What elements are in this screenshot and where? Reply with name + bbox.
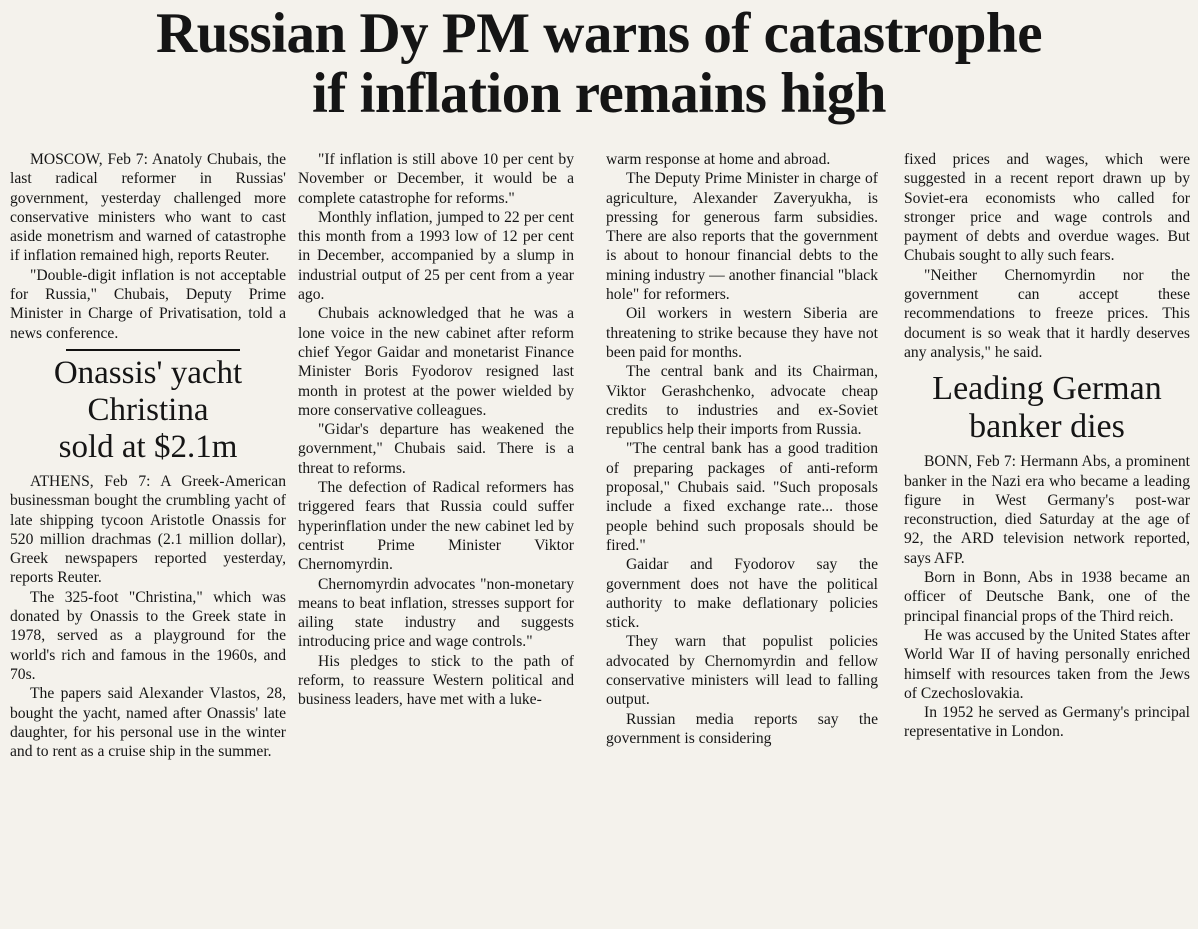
story2-headline-line1: Onassis' yacht (53, 354, 243, 391)
column-rule (66, 349, 240, 351)
story3-paragraph: BONN, Feb 7: Hermann Abs, a prominent banker in the Nazi era who became a leading figure in West Germany's post-war reconstruction, died Saturday at the age of 92, the ARD television network reported, says AFP. (904, 453, 1190, 567)
main-story-paragraph: Chubais acknowledged that he was a lone voice in the new cabinet after reform chief Yegor Gaidar and monetarist Finance Minister Boris Fyodorov resigned last month in protest at the power wielded by more conservative colleagues. (298, 305, 574, 419)
main-story-paragraph: "If inflation is still above 10 per cent by November or December, it would be a complete catastrophe for reforms." (298, 151, 574, 207)
story3-headline-line2: banker dies (969, 408, 1125, 446)
story2-paragraph: The 325-foot "Christina," which was donated by Onassis to the Greek state in 1978, served as a playground for the world's rich and famous in the 1960s, and 70s. (10, 588, 286, 683)
main-story-paragraph: The Deputy Prime Minister in charge of agriculture, Alexander Zaveryukha, is pressing for generous farm subsidies. There are also reports that the government is about to honour financial debts to the mining industry — another financial "black hole" for reformers. (606, 170, 878, 304)
story2-headline-line3: sold at $2.1m (58, 428, 238, 465)
story2-headline (10, 355, 286, 466)
main-story-paragraph: "Double-digit inflation is not acceptable for Russia," Chubais, Deputy Prime Minister in Charge of Privatisation, told a news conference. (10, 266, 286, 342)
main-story-paragraph: Gaidar and Fyodorov say the government does not have the political authority to make deflationary policies stick. (606, 556, 878, 632)
main-story-paragraph: The central bank and its Chairman, Viktor Gerashchenko, advocate cheap credits to industries and ex-Soviet republics help their imports from Russia. (606, 363, 878, 439)
main-headline (0, 4, 1198, 124)
main-story-paragraph: "The central bank has a good tradition of preparing packages of anti-reform proposal," Chubais said. "Such proposals include a fixed exchange rate... those people behind such proposals should be fired." (606, 440, 878, 554)
column-2 (298, 150, 574, 710)
story2-paragraph: The papers said Alexander Vlastos, 28, bought the yacht, named after Onassis' late daughter, for his personal use in the winter and to rent as a cruise ship in the summer. (10, 685, 286, 761)
column-1 (10, 150, 286, 761)
main-story-paragraph: "Neither Chernomyrdin nor the government can accept these recommendations to freeze prices. This document is so weak that it hardly deserves any analysis," he said. (904, 266, 1190, 361)
main-story-paragraph: Russian media reports say the government is considering (606, 710, 878, 747)
story3-headline-line1: Leading German (932, 370, 1162, 408)
story3-paragraph: In 1952 he served as Germany's principal representative in London. (904, 704, 1190, 741)
story3-paragraph: He was accused by the United States after World War II of having personally enriched himself with resources taken from the Jews of Czechoslovakia. (904, 626, 1190, 702)
column-3 (606, 150, 878, 748)
main-story-paragraph: warm response at home and abroad. (606, 151, 831, 168)
story3-headline (904, 370, 1190, 446)
main-story-paragraph: fixed prices and wages, which were suggested in a recent report drawn up by Soviet-era economists who called for stronger price and wage controls and payment of debts and overdue wages. But Chubais sought to ally such fears. (904, 151, 1190, 265)
main-story-paragraph: Monthly inflation, jumped to 22 per cent this month from a 1993 low of 12 per cent in December, accompanied by a slump in industrial output of 25 per cent from a year ago. (298, 208, 574, 304)
column-4 (904, 150, 1190, 742)
story2-headline-line2: Christina (87, 391, 209, 428)
main-story-paragraph: Oil workers in western Siberia are threatening to strike because they have not been paid for months. (606, 305, 878, 361)
main-story-paragraph: They warn that populist policies advocated by Chernomyrdin and fellow conservative ministers will lead to falling output. (606, 633, 878, 709)
story3-paragraph: Born in Bonn, Abs in 1938 became an officer of Deutsche Bank, one of the principal financial props of the Third reich. (904, 569, 1190, 625)
main-story-paragraph: "Gidar's departure has weakened the government," Chubais said. There is a threat to reforms. (298, 421, 574, 477)
main-story-paragraph: Chernomyrdin advocates "non-monetary means to beat inflation, stresses support for ailing state industry and suggests introducing price and wage controls." (298, 575, 574, 651)
main-story-paragraph: The defection of Radical reformers has triggered fears that Russia could suffer hyperinflation under the new cabinet led by centrist Prime Minister Viktor Chernomyrdin. (298, 479, 574, 574)
main-story-paragraph: MOSCOW, Feb 7: Anatoly Chubais, the last radical reformer in Russias' government, yesterday challenged more conservative ministers who want to cast aside monetrism and warned of catastrophe if inflation remained high, reports Reuter. (10, 151, 286, 265)
main-headline-line1: Russian Dy PM warns of catastrophe (155, 2, 1043, 65)
main-headline-line2: if inflation remains high (312, 62, 886, 125)
story2-paragraph: ATHENS, Feb 7: A Greek-American businessman bought the crumbling yacht of late shipping tycoon Aristotle Onassis for 520 million drachmas (2.1 million dollar), Greek newspapers reported yesterday, reports Reuter. (10, 472, 286, 587)
main-story-paragraph: His pledges to stick to the path of reform, to reassure Western political and business leaders, have met with a luke- (298, 652, 574, 709)
